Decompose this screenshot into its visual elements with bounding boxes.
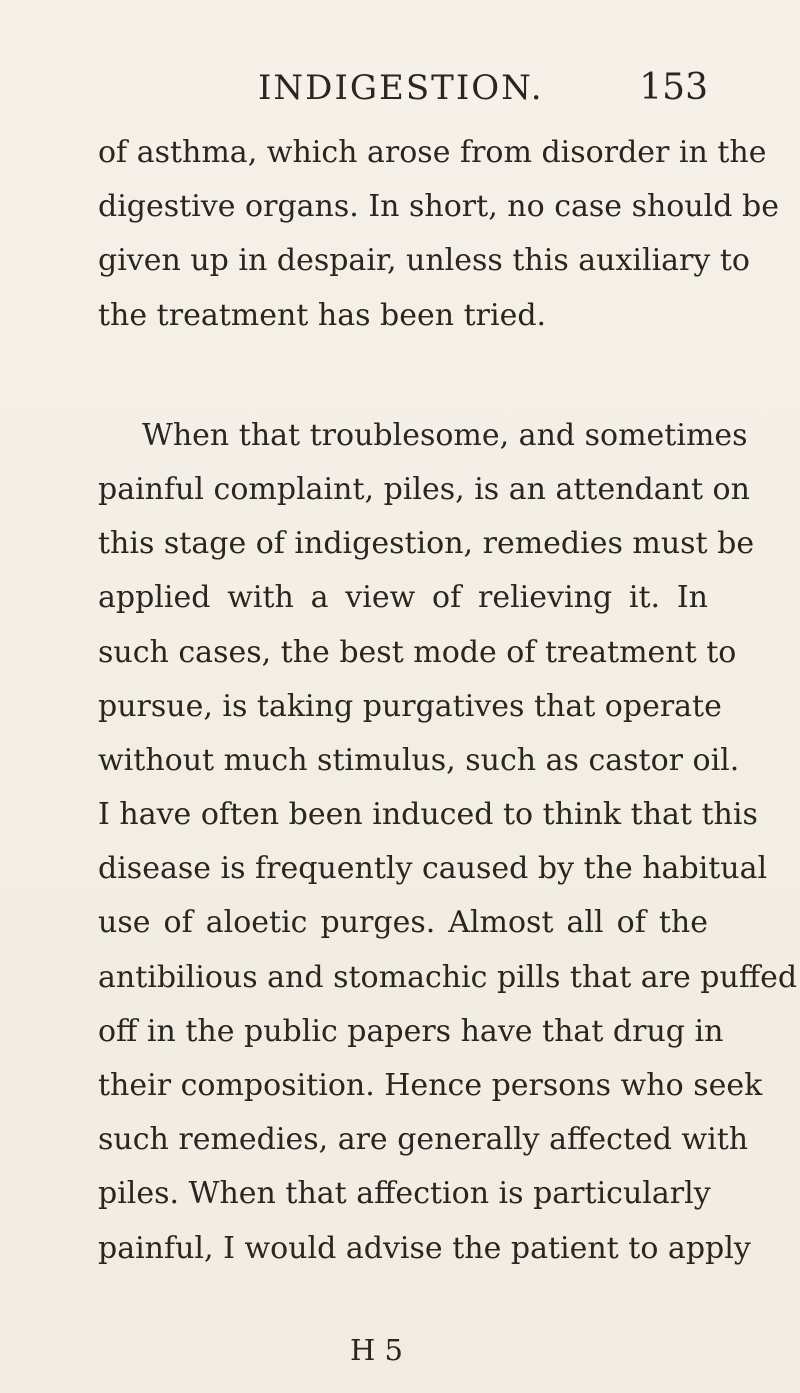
text-line-indented: When that troublesome, and sometimes <box>142 417 748 453</box>
text-line: without much stimulus, such as castor oil. <box>98 742 740 778</box>
text-line: off in the public papers have that drug in <box>98 1013 724 1049</box>
text-line: painful complaint, piles, is an attendant on <box>98 471 750 507</box>
text-line: such cases, the best mode of treatment to <box>98 634 737 670</box>
text-line: of asthma, which arose from disorder in the <box>98 135 767 170</box>
text-line: their composition. Hence persons who seek <box>98 1068 763 1103</box>
body-text <box>98 126 798 1276</box>
paragraph-1 <box>98 126 779 343</box>
text-line: given up in despair, unless this auxiliary to <box>98 243 750 279</box>
text-line: this stage of indigestion, remedies must be <box>98 526 755 562</box>
text-line: I have often been induced to think that this <box>98 797 758 833</box>
text-line: antibilious and stomachic pills that are puffed <box>98 959 798 995</box>
text-line: the treatment has been tried. <box>98 297 547 333</box>
text-line: painful, I would advise the patient to apply <box>98 1230 751 1266</box>
text-line: piles. When that affection is particularly <box>98 1176 711 1212</box>
text-line: applied with a view of relieving it. In <box>98 580 708 616</box>
text-line: pursue, is taking purgatives that operate <box>98 688 722 724</box>
running-head <box>0 66 800 110</box>
text-line: use of aloetic purges. Almost all of the <box>98 905 708 941</box>
signature-mark: H 5 <box>350 1333 403 1367</box>
paragraph-2 <box>98 409 798 1276</box>
text-line: digestive organs. In short, no case should be <box>98 189 779 225</box>
paragraph-gap <box>98 343 708 409</box>
page-number: 153 <box>639 67 708 108</box>
text-line: such remedies, are generally affected with <box>98 1122 749 1158</box>
text-line: disease is frequently caused by the habitual <box>98 851 768 887</box>
running-title: INDIGESTION. <box>258 68 544 108</box>
